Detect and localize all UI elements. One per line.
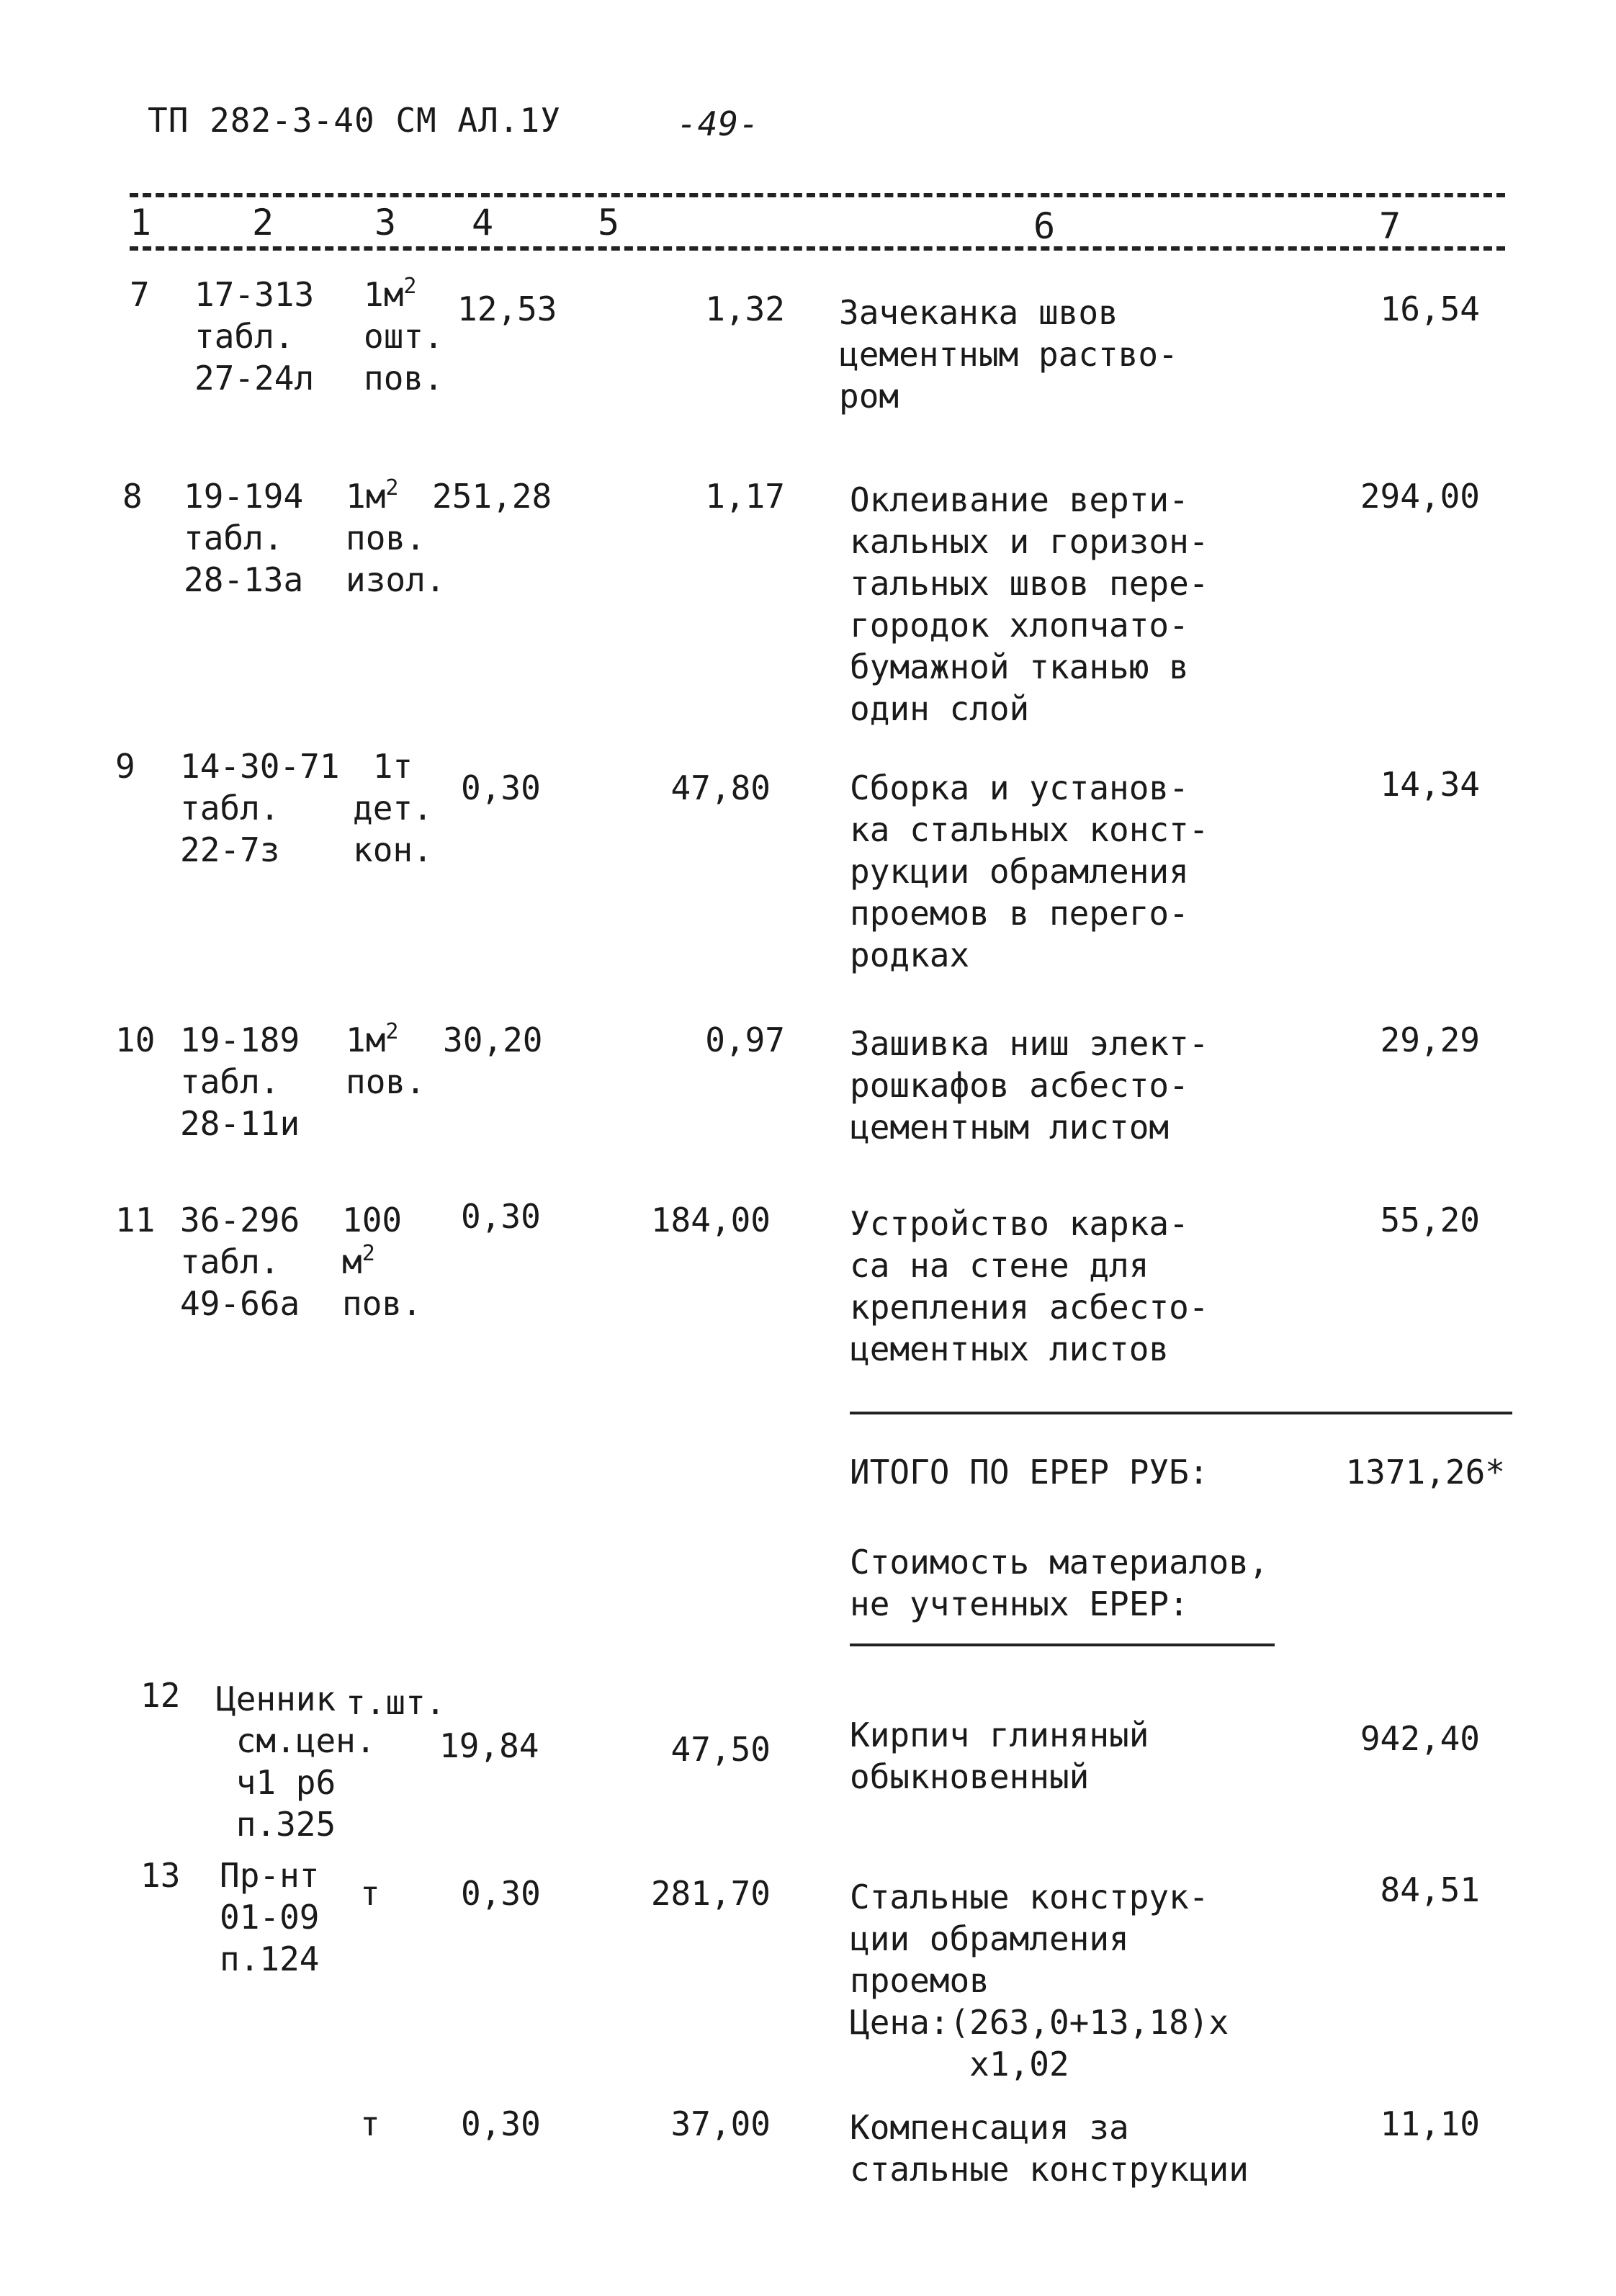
work-description: Зачеканка швов цементным раство- ром [839, 293, 1178, 416]
row-number: 11 [115, 1201, 156, 1239]
quantity: 0,30 [461, 1197, 541, 1236]
rate-code: 19-194 табл. 28-13а [184, 477, 304, 599]
unit-price: 1,32 [705, 290, 785, 328]
quantity: 12,53 [457, 290, 557, 328]
row-number: 10 [115, 1021, 156, 1059]
work-description: Оклеивание верти- кальных и горизон- тальных швов пере- городок хлопчато- бумажной тканью в один слой [850, 480, 1209, 728]
table-top-rule [130, 193, 1505, 197]
col-num-7: 7 [1379, 205, 1401, 247]
unit: $1м^2$ ошт. пов. [364, 274, 444, 398]
row-number: 9 [115, 747, 135, 786]
total-cost: 11,10 [1380, 2104, 1480, 2143]
col-num-6: 6 [1033, 205, 1056, 247]
row-number: 8 [122, 477, 143, 516]
quantity: 30,20 [443, 1021, 543, 1059]
rate-code: Ценник см.цен. ч1 р6 п.325 [216, 1680, 376, 1844]
unit: т [360, 1874, 380, 1913]
unit: т.шт. [346, 1683, 446, 1722]
quantity: 0,30 [461, 1874, 541, 1913]
rate-code: 36-296 табл. 49-66а [180, 1201, 300, 1323]
materials-heading: Стоимость материалов, не учтенных ЕРЕР: [850, 1543, 1269, 1623]
unit-price: 37,00 [670, 2104, 771, 2143]
row-number: 7 [130, 275, 150, 314]
total-cost: 14,34 [1380, 765, 1480, 804]
total-cost: 294,00 [1360, 477, 1480, 516]
materials-rule [850, 1643, 1275, 1646]
page-number: -49- [677, 104, 760, 143]
unit-price: 47,80 [670, 768, 771, 807]
col-num-2: 2 [252, 202, 274, 243]
material-description: Компенсация за стальные конструкции [850, 2108, 1249, 2189]
row-number: 12 [140, 1676, 181, 1715]
unit: 1т дет. кон. [353, 747, 433, 869]
total-cost: 29,29 [1380, 1021, 1480, 1059]
unit-price: 281,70 [650, 1874, 771, 1913]
material-description: Стальные конструк- ции обрамления проемов Цена:(263,0+13,18)х х1,02 [850, 1878, 1229, 2084]
col-num-4: 4 [472, 202, 494, 243]
rate-code: 17-313 табл. 27-24л [194, 275, 315, 398]
total-cost: 942,40 [1360, 1719, 1480, 1758]
rate-code: 14-30-71 табл. 22-7з [180, 747, 340, 869]
quantity: 0,30 [461, 2104, 541, 2143]
rate-code: Пр-нт 01-09 п.124 [220, 1856, 320, 1978]
table-header-rule [130, 246, 1505, 251]
material-description: Кирпич глиняный обыкновенный [850, 1716, 1149, 1796]
work-description: Устройство карка- са на стене для крепления асбесто- цементных листов [850, 1204, 1209, 1368]
total-cost: 55,20 [1380, 1201, 1480, 1239]
subtotal-value: 1371,26* [1345, 1453, 1505, 1492]
unit-price: 1,17 [705, 477, 785, 516]
row-number: 13 [140, 1856, 181, 1895]
total-cost: 16,54 [1380, 290, 1480, 328]
unit-price: 47,50 [670, 1730, 771, 1769]
unit: $1м^2$ пов. [346, 1019, 426, 1101]
subtotal-rule [850, 1412, 1512, 1414]
subtotal-label: ИТОГО ПО ЕРЕР РУБ: [850, 1453, 1209, 1492]
document-code: ТП 282-3-40 СМ АЛ.1У [148, 101, 561, 140]
total-cost: 84,51 [1380, 1870, 1480, 1909]
col-num-5: 5 [598, 202, 620, 243]
work-description: Сборка и установ- ка стальных конст- рукции обрамления проемов в перего- родках [850, 768, 1209, 974]
quantity: 19,84 [439, 1726, 539, 1765]
unit: т [360, 2104, 380, 2143]
quantity: 251,28 [432, 477, 552, 516]
rate-code: 19-189 табл. 28-11и [180, 1021, 300, 1143]
quantity: 0,30 [461, 768, 541, 807]
col-num-1: 1 [130, 202, 152, 243]
work-description: Зашивка ниш элект- рошкафов асбесто- цементным листом [850, 1024, 1209, 1147]
unit-price: 0,97 [705, 1021, 785, 1059]
unit: 100 $м^2$ пов. [342, 1201, 422, 1323]
unit: $1м^2$ пов. изол. [346, 475, 446, 599]
col-num-3: 3 [374, 202, 397, 243]
unit-price: 184,00 [650, 1201, 771, 1239]
